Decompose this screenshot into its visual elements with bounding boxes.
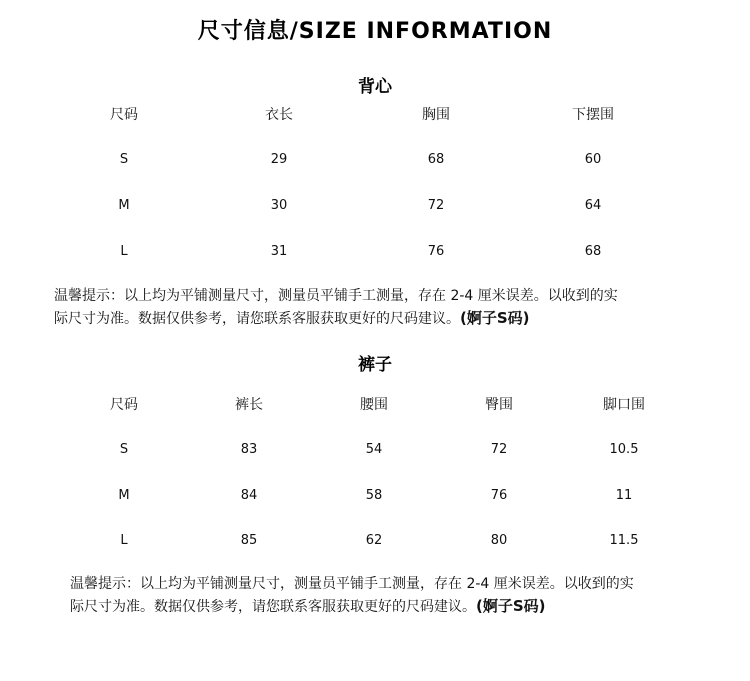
pants-row-l-length: 85 xyxy=(240,533,258,548)
pants-header-size: 尺码 xyxy=(110,397,138,413)
vest-row-l-hem: 68 xyxy=(584,244,602,259)
vest-row-l-chest: 76 xyxy=(427,244,445,259)
vest-header-length: 衣长 xyxy=(265,107,293,123)
pants-section-title: 裤子 xyxy=(358,355,392,375)
pants-row-s-length: 83 xyxy=(240,442,258,457)
vest-header-hem: 下摆围 xyxy=(572,107,614,123)
page-title: 尺寸信息/SIZE INFORMATION xyxy=(197,19,553,44)
vest-header-size: 尺码 xyxy=(110,107,138,123)
vest-note-line1: 温馨提示：以上均为平铺测量尺寸，测量员平铺手工测量，存在 2-4 厘米误差。以收到的实 xyxy=(54,288,618,304)
vest-note-line2: 际尺寸为准。数据仅供参考，请您联系客服获取更好的尺码建议。 xyxy=(54,311,460,327)
vest-row-s-chest: 68 xyxy=(427,152,445,167)
pants-row-s-waist: 54 xyxy=(365,442,383,457)
vest-header-chest: 胸围 xyxy=(422,107,450,123)
pants-row-l-hip: 80 xyxy=(490,533,508,548)
pants-model-tag: (婀子S码) xyxy=(476,597,546,615)
vest-model-tag: (婀子S码) xyxy=(460,309,530,327)
pants-note-line1: 温馨提示：以上均为平铺测量尺寸，测量员平铺手工测量，存在 2-4 厘米误差。以收到的实 xyxy=(70,576,634,592)
vest-row-m-size: M xyxy=(118,198,130,213)
pants-row-m-waist: 58 xyxy=(365,488,383,503)
pants-note xyxy=(70,573,634,618)
pants-note-line2: 际尺寸为准。数据仅供参考，请您联系客服获取更好的尺码建议。 xyxy=(70,599,476,615)
vest-row-m-chest: 72 xyxy=(427,198,445,213)
vest-note xyxy=(54,285,618,330)
pants-header-leg-opening: 脚口围 xyxy=(603,397,645,413)
pants-row-s-leg-opening: 10.5 xyxy=(609,442,639,457)
pants-row-l-leg-opening: 11.5 xyxy=(609,533,639,548)
vest-row-m-hem: 64 xyxy=(584,198,602,213)
pants-row-l-size: L xyxy=(120,533,128,548)
pants-row-m-size: M xyxy=(118,488,130,503)
vest-row-m-length: 30 xyxy=(270,198,288,213)
pants-header-length: 裤长 xyxy=(235,397,263,413)
vest-section-title: 背心 xyxy=(358,77,392,97)
vest-row-s-size: S xyxy=(119,152,129,167)
pants-row-s-size: S xyxy=(119,442,129,457)
pants-header-waist: 腰围 xyxy=(360,397,388,413)
vest-row-s-hem: 60 xyxy=(584,152,602,167)
pants-row-s-hip: 72 xyxy=(490,442,508,457)
vest-row-s-length: 29 xyxy=(270,152,288,167)
vest-row-l-size: L xyxy=(120,244,128,259)
pants-row-m-hip: 76 xyxy=(490,488,508,503)
pants-row-m-length: 84 xyxy=(240,488,258,503)
pants-row-m-leg-opening: 11 xyxy=(615,488,633,503)
pants-header-hip: 臀围 xyxy=(485,397,513,413)
vest-row-l-length: 31 xyxy=(270,244,288,259)
pants-row-l-waist: 62 xyxy=(365,533,383,548)
